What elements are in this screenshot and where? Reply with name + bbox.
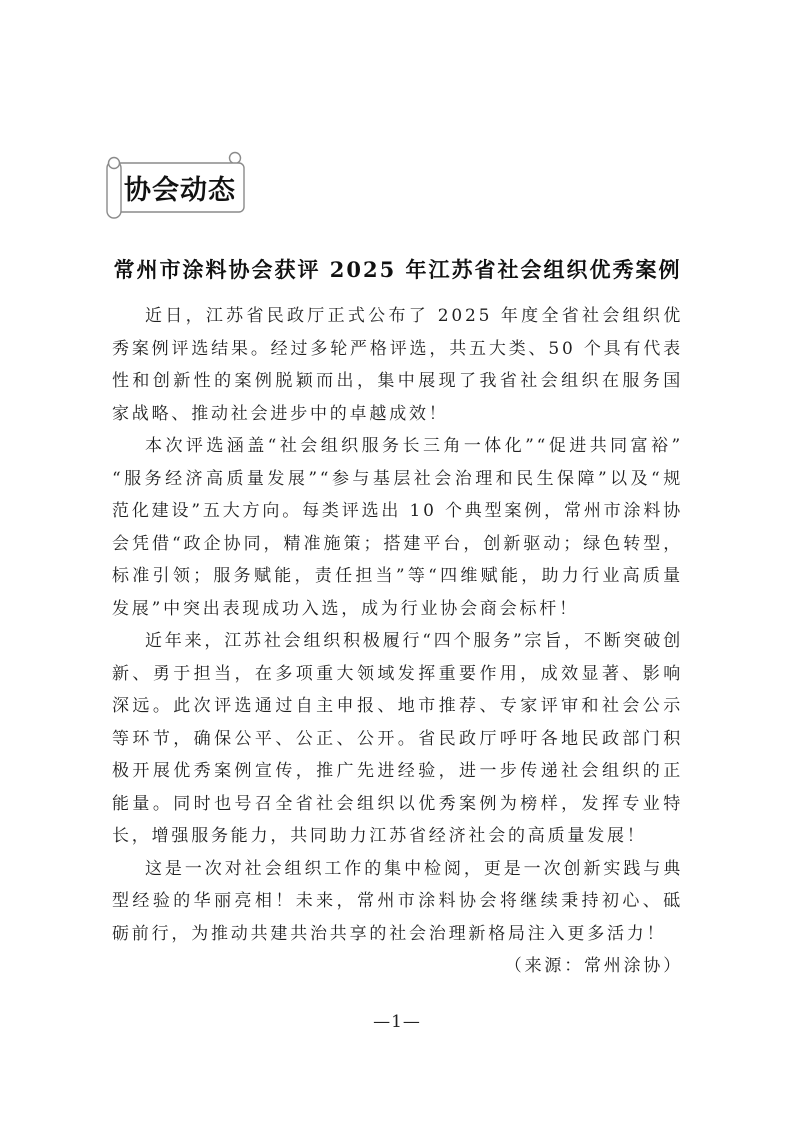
section-badge-label: 协会动态 [124,175,236,206]
body-paragraph: 近年来，江苏社会组织积极履行“四个服务”宗旨，不断突破创新、勇于担当，在多项重大领域发挥重要作用，成效显著、影响深远。此次评选通过自主申报、地市推荐、专家评审和社会公示等环节，确保公平、公正、公开。省民政厅呼吁各地民政部门积极开展优秀案例宣传，推广先进经验，进一步传递社会组织的正能量。同时也号召全省社会组织以优秀案例为榜样，发挥专业特长，增强服务能力，共同助力江苏省经济社会的高质量发展！ [112,631,683,846]
article-source: （来源：常州涂协） [504,956,683,976]
page-number: —1— [373,1012,421,1032]
body-paragraph: 近日，江苏省民政厅正式公布了 2025 年度全省社会组织优秀案例评选结果。经过多轮严格评选，共五大类、50 个具有代表性和创新性的案例脱颖而出，集中展现了我省社会组织在服务国家战略、推动社会进步中的卓越成效！ [112,306,683,424]
body-paragraph: 本次评选涵盖“社会组织服务长三角一体化”“促进共同富裕”“服务经济高质量发展”“参与基层社会治理和民生保障”以及“规范化建设”五大方向。每类评选出 10 个典型案例，常州市涂料协会凭借“政企协同，精准施策；搭建平台，创新驱动；绿色转型，标准引领；服务赋能，责任担当”等“四维赋能，助力行业高质量发展”中突出表现成功入选，成为行业协会商会标杆！ [112,436,683,619]
section-badge [103,151,253,223]
article-body [112,300,683,983]
body-paragraph: 这是一次对社会组织工作的集中检阅，更是一次创新实践与典型经验的华丽亮相！未来，常州市涂料协会将继续秉持初心、砥砺前行，为推动共建共治共享的社会治理新格局注入更多活力！ [112,858,683,944]
article-title: 常州市涂料协会获评 2025 年江苏省社会组织优秀案例 [113,257,682,282]
